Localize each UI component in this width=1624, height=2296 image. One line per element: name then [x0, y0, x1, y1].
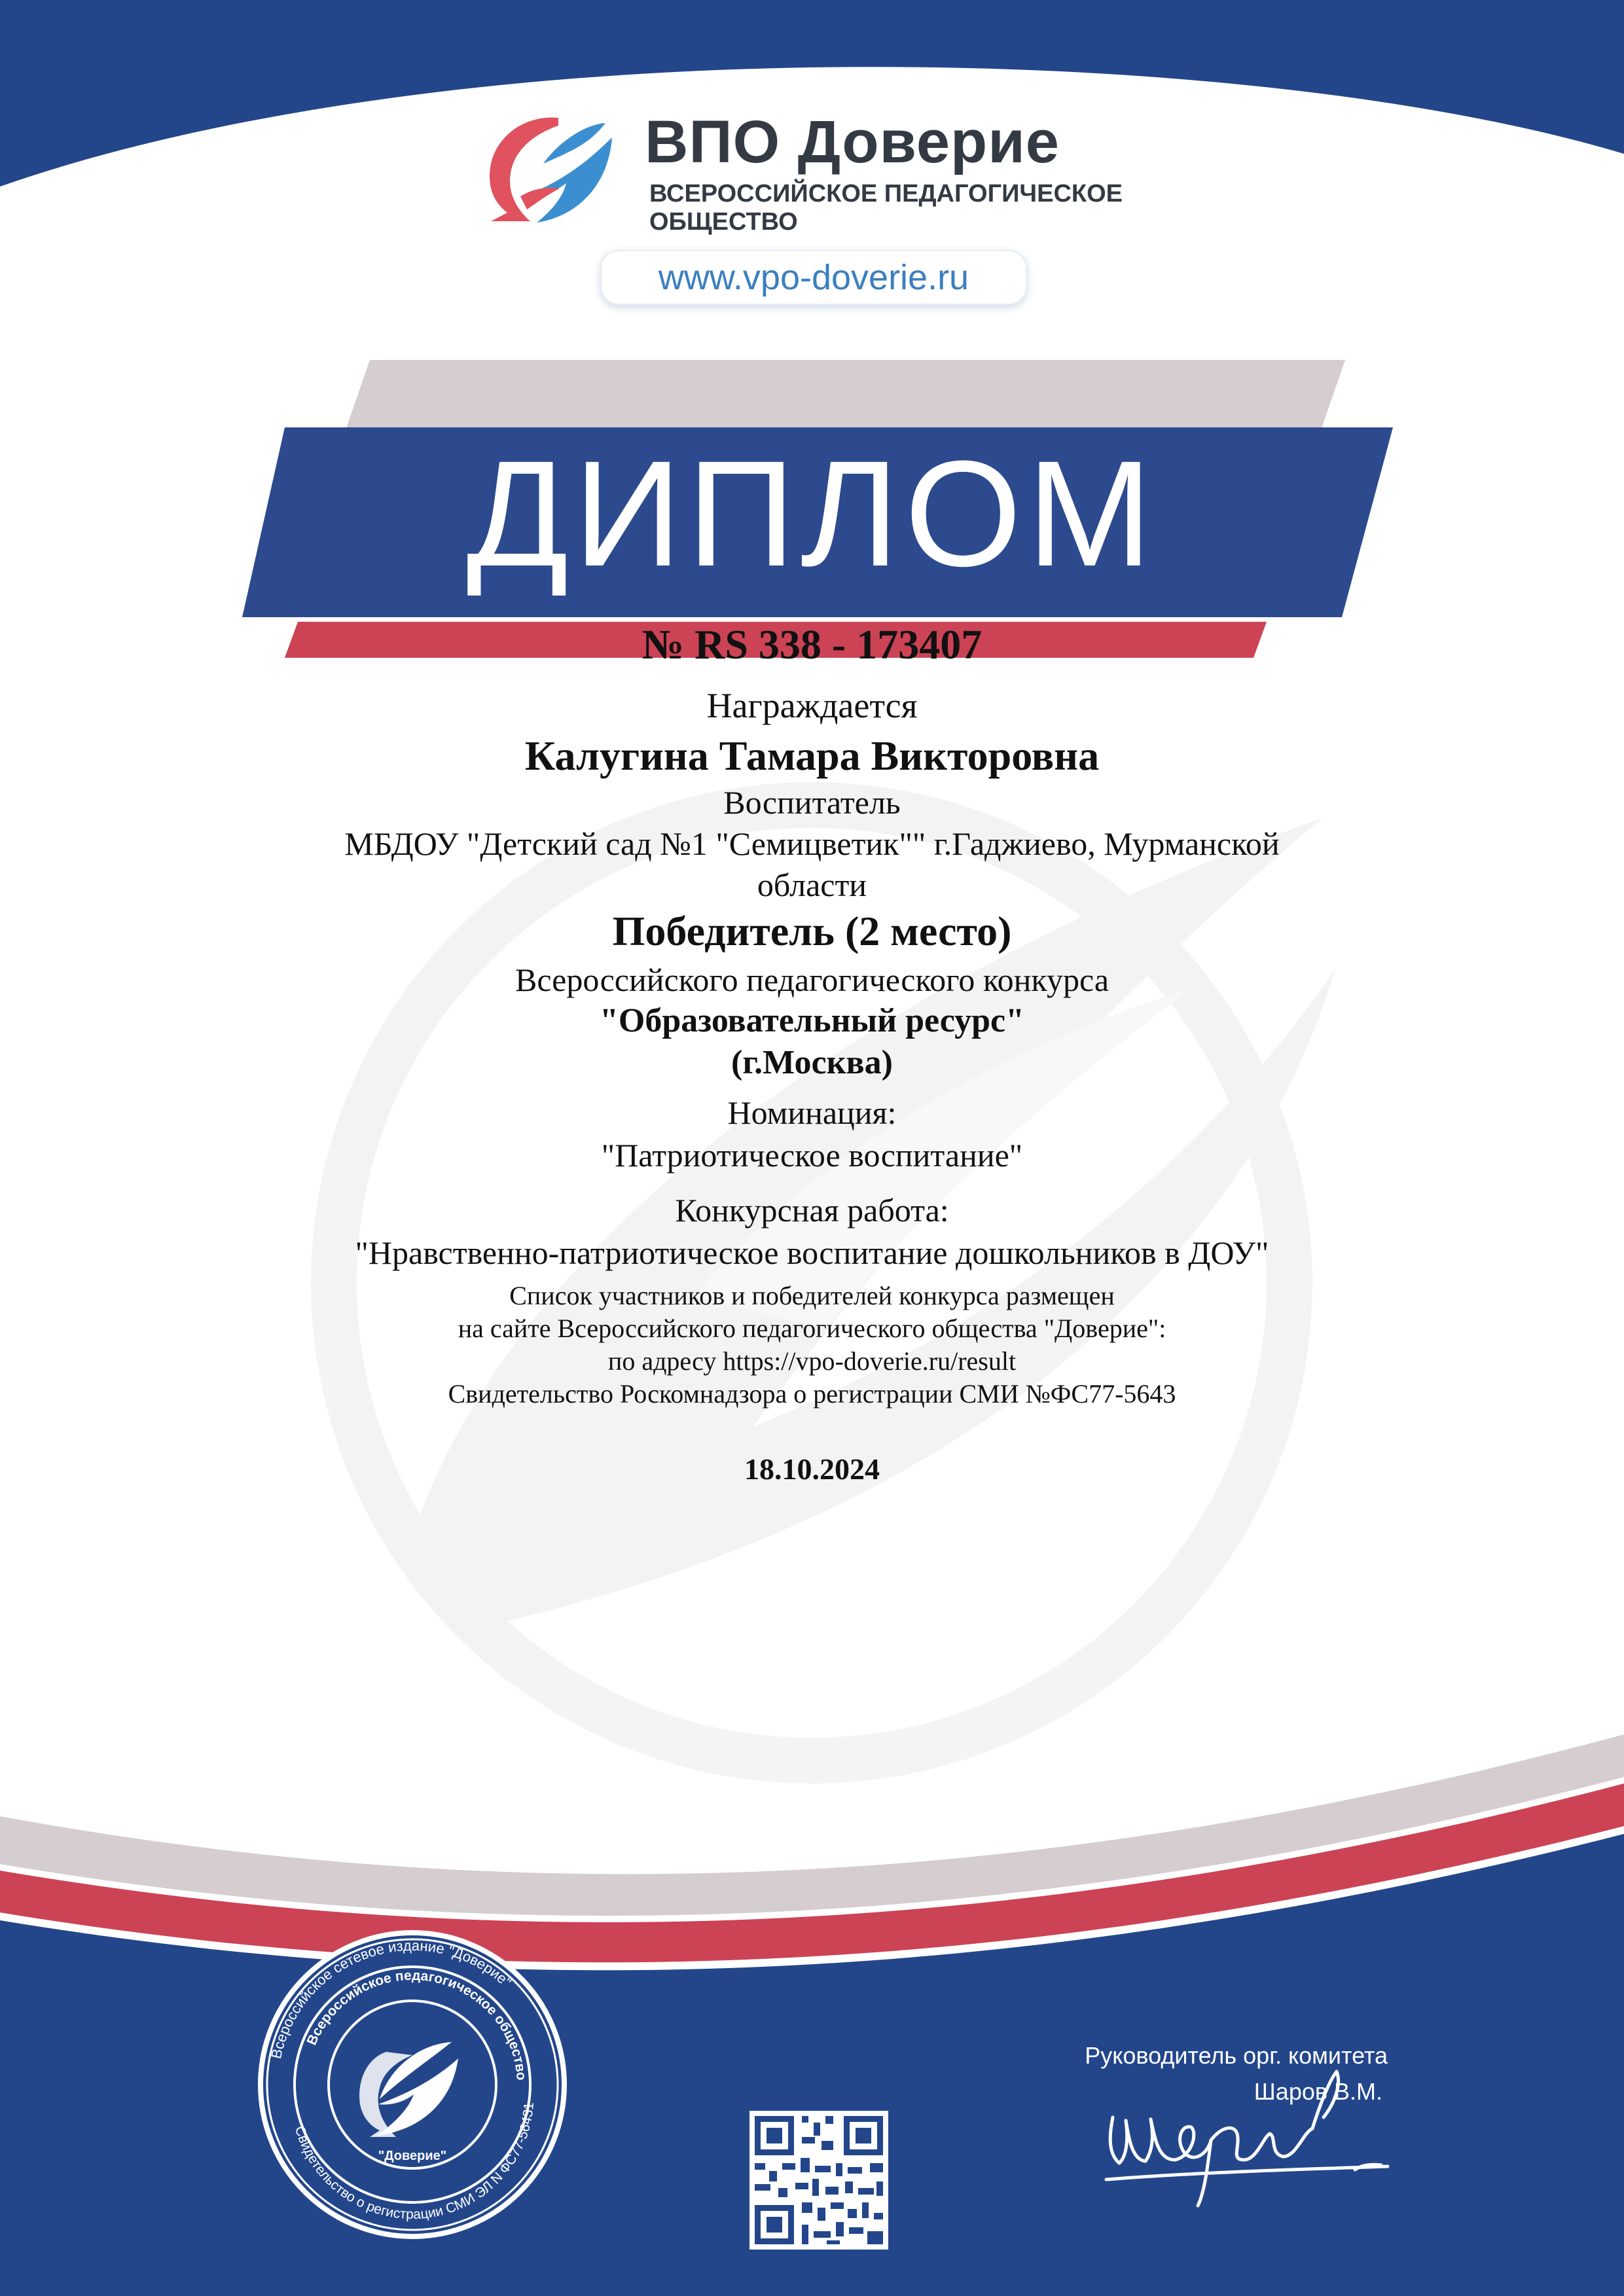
stamp-center-name: "Доверие": [378, 2149, 447, 2163]
stamp-registration-text: Свидетельство о регистрации СМИ ЭЛ N ФС77-56431: [291, 2102, 537, 2223]
website-link[interactable]: www.vpo-doverie.ru: [600, 250, 1027, 305]
institution-line2: области: [757, 867, 867, 903]
recipient-name: Калугина Тамара Викторовна: [524, 732, 1100, 779]
handwritten-signature: [1093, 2055, 1401, 2219]
contest-name: "Образовательный ресурс": [600, 1002, 1024, 1039]
info-line1: Список участников и победителей конкурса размещен: [509, 1281, 1115, 1310]
diploma-date: 18.10.2024: [744, 1452, 880, 1486]
diploma-title: ДИПЛОМ: [466, 429, 1158, 598]
diploma-number: № RS 338 - 173407: [641, 621, 983, 668]
recipient-position: Воспитатель: [723, 784, 901, 821]
qr-code: [749, 2111, 888, 2250]
award-place: Победитель (2 место): [612, 908, 1012, 954]
info-line3: по адресу https://vpo-doverie.ru/result: [607, 1346, 1017, 1376]
institution-line1: МБДОУ "Детский сад №1 "Семицветик"" г.Гаджиево, Мурманской: [344, 825, 1280, 862]
work-label: Конкурсная работа:: [675, 1192, 949, 1229]
stamp-outer-text: Всероссийское сетевое издание "Доверие": [267, 1937, 515, 2060]
organization-name: ВПО Доверие: [645, 109, 1060, 175]
nomination-label: Номинация:: [727, 1094, 897, 1131]
info-line2: на сайте Всероссийского педагогического общества "Доверие":: [458, 1314, 1166, 1343]
contest-city: (г.Москва): [731, 1044, 893, 1081]
stamp-inner-text: Всероссийское педагогическое общество: [304, 1967, 529, 2081]
organization-subtitle-line2: ОБЩЕСТВО: [649, 208, 798, 236]
info-line4: Свидетельство Роскомнадзора о регистрации СМИ №ФС77-5643: [448, 1379, 1176, 1408]
organization-stamp: [255, 1928, 569, 2242]
awarded-label: Награждается: [706, 686, 918, 725]
signature-name: Шаров В.М.: [1254, 2078, 1382, 2105]
nomination-value: "Патриотическое воспитание": [601, 1137, 1023, 1174]
contest-type: Всероссийского педагогического конкурса: [514, 961, 1110, 998]
signature-role: Руководитель орг. комитета: [1085, 2042, 1388, 2069]
work-title: "Нравственно-патриотическое воспитание дошкольников в ДОУ": [355, 1234, 1269, 1271]
doverie-hands-icon: [481, 111, 619, 232]
organization-subtitle-line1: ВСЕРОССИЙСКОЕ ПЕДАГОГИЧЕСКОЕ: [649, 180, 1123, 207]
